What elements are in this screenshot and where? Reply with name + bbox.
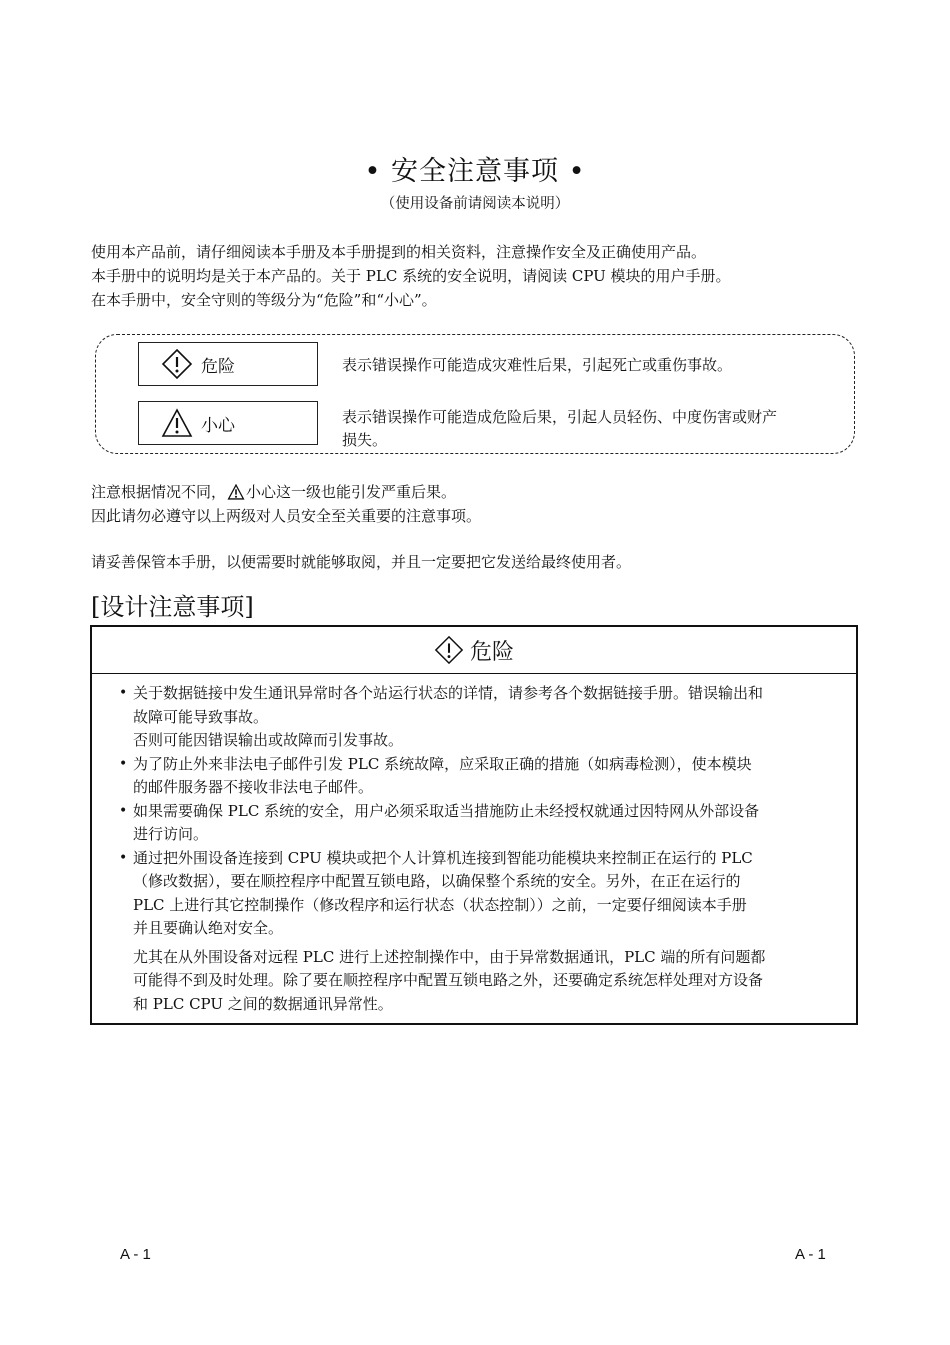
note-line-1	[91, 480, 456, 504]
caution-triangle-icon	[227, 484, 245, 500]
bullet-dot: •	[119, 685, 128, 701]
list-item-line: （修改数据），要在顺控程序中配置互锁电路，以确保整个系统的安全。另外，在正在运行的	[133, 872, 741, 890]
bullet-dot: •	[119, 802, 128, 819]
design-danger-table	[90, 625, 858, 1025]
intro-line-2: 本手册中的说明均是关于本产品的。关于 PLC 系统的安全说明，请阅读 CPU 模块的用户手册。	[91, 267, 731, 285]
caution-triangle-icon	[161, 408, 193, 438]
intro-line-1: 使用本产品前，请仔细阅读本手册及本手册提到的相关资料，注意操作安全及正确使用产品。	[91, 243, 707, 261]
list-item	[119, 847, 831, 1017]
footer-page-number-right: A - 1	[795, 1246, 826, 1263]
list-item-line: 关于数据链接中发生通讯异常时各个站运行状态的详情，请参考各个数据链接手册。错误输出和	[133, 684, 764, 702]
danger-header-label: 危险	[469, 639, 514, 665]
list-item-extra-line: 尤其在从外围设备对远程 PLC 进行上述控制操作中，由于异常数据通讯，PLC 端的所有问题都	[133, 947, 766, 966]
list-item-line: 并且要确认绝对安全。	[133, 919, 284, 937]
note-line-2: 因此请勿必遵守以上两级对人员安全至关重要的注意事项。	[91, 507, 482, 525]
danger-diamond-icon	[434, 635, 464, 665]
list-item-line: 故障可能导致事故。	[133, 707, 269, 726]
list-item	[119, 800, 831, 847]
caution-description-line-2: 损失。	[342, 431, 388, 449]
note-line-1-suffix: 小心这一级也能引发严重后果。	[246, 483, 457, 501]
list-item-extra-line: 可能得不到及时处理。除了要在顺控程序中配置互锁电路之外，还要确定系统怎样处理对方设备	[133, 971, 764, 989]
section-title: [设计注意事项]	[91, 593, 254, 621]
list-item-line: 进行访问。	[133, 825, 209, 843]
page-title: • 安全注意事项 •	[364, 156, 586, 187]
caution-label-text: 小心	[201, 415, 235, 436]
danger-table-header	[92, 627, 856, 674]
caution-description	[342, 406, 842, 452]
page-subtitle: （使用设备前请阅读本说明）	[380, 196, 570, 212]
list-item-line: 否则可能因错误输出或故障而引发事故。	[133, 731, 404, 749]
list-item	[119, 682, 831, 753]
danger-table-body	[119, 682, 831, 1016]
note-line-1-prefix: 注意根据情况不同，	[91, 483, 227, 501]
list-item-extra-line: 和 PLC CPU 之间的数据通讯异常性。	[133, 994, 393, 1013]
bullet-dot: •	[119, 755, 128, 772]
caution-description-line-1: 表示错误操作可能造成危险后果，引起人员轻伤、中度伤害或财产	[342, 408, 778, 426]
danger-level-label	[138, 342, 318, 386]
danger-diamond-icon	[161, 348, 193, 380]
danger-label-text: 危险	[201, 356, 235, 377]
footer-page-number-left: A - 1	[120, 1246, 151, 1263]
intro-line-3: 在本手册中，安全守则的等级分为“危险”和“小心”。	[91, 291, 437, 309]
list-item-line: 通过把外围设备连接到 CPU 模块或把个人计算机连接到智能功能模块来控制正在运行的 PLC	[133, 848, 753, 867]
list-item	[119, 753, 831, 800]
bullet-dot: •	[119, 849, 128, 866]
list-item-line: PLC 上进行其它控制操作（修改程序和运行状态（状态控制））之前，一定要仔细阅读本手册	[133, 895, 747, 914]
list-item-line: 如果需要确保 PLC 系统的安全，用户必须采取适当措施防止未经授权就通过因特网从外部设备	[133, 801, 760, 820]
note-line-3: 请妥善保管本手册，以便需要时就能够取阅，并且一定要把它发送给最终使用者。	[91, 553, 632, 571]
danger-description: 表示错误操作可能造成灾难性后果，引起死亡或重伤事故。	[342, 356, 733, 374]
caution-level-label	[138, 401, 318, 445]
list-item-line: 的邮件服务器不接收非法电子邮件。	[133, 778, 374, 796]
list-item-line: 为了防止外来非法电子邮件引发 PLC 系统故障，应采取正确的措施（如病毒检测），使本模块	[133, 754, 752, 773]
